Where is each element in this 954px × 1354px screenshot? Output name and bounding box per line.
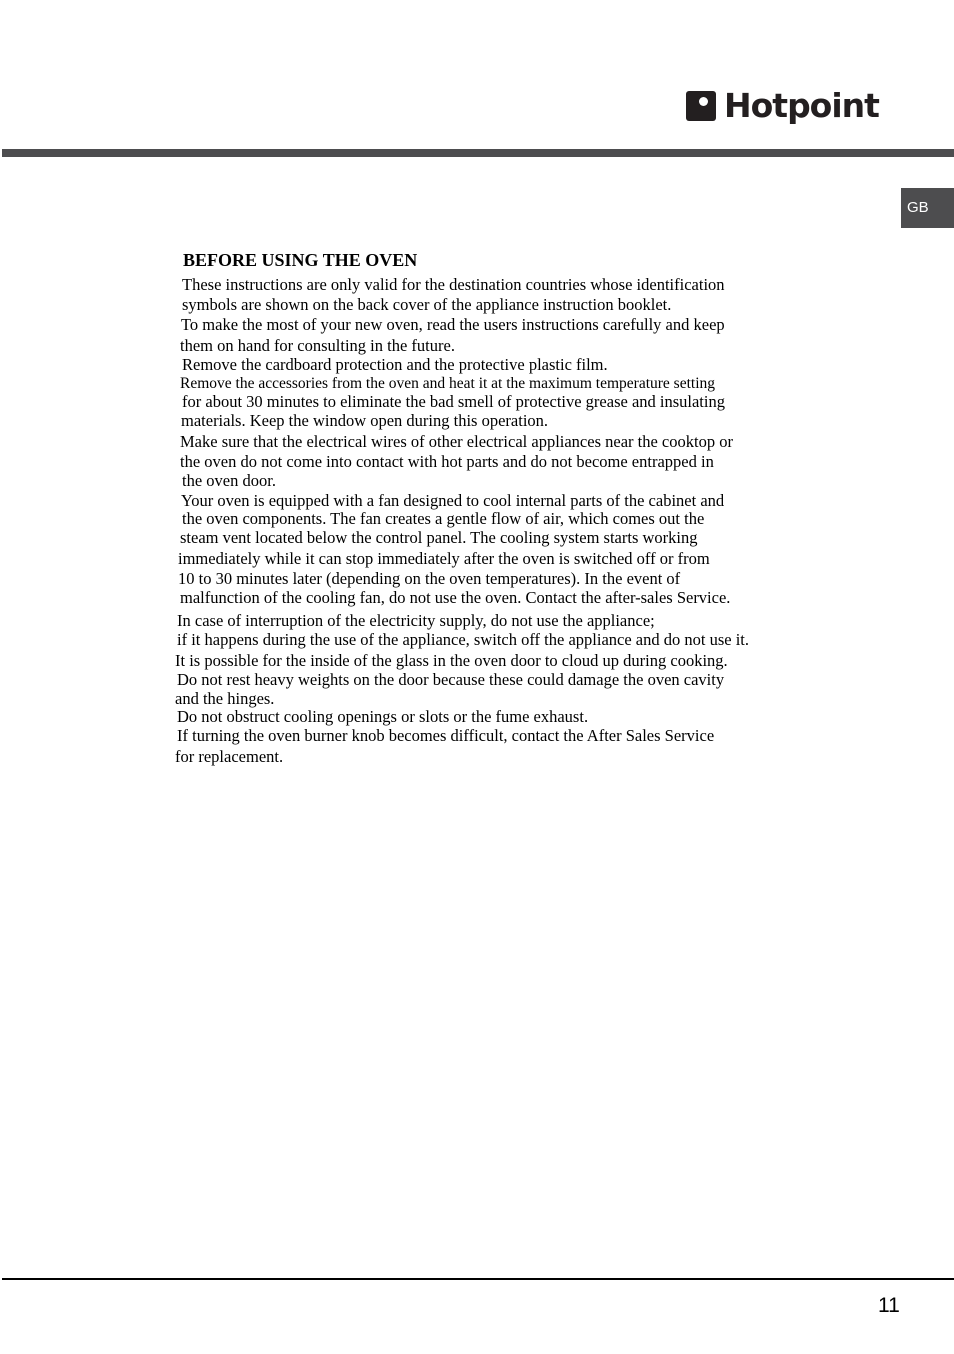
text-line: steam vent located below the control panel. The cooling system starts working [180, 528, 698, 547]
footer-divider [2, 1278, 954, 1280]
brand-name: Hotpoint [724, 86, 879, 125]
text-line: In case of interruption of the electricity supply, do not use the appliance; [177, 611, 655, 630]
header-divider [2, 149, 954, 157]
text-line: immediately while it can stop immediately after the oven is switched off or from [178, 549, 710, 568]
text-line: Remove the accessories from the oven and heat it at the maximum temperature setting [180, 375, 715, 392]
text-line: the oven door. [182, 471, 276, 490]
text-line: 10 to 30 minutes later (depending on the oven temperatures). In the event of [178, 569, 681, 588]
page-number: 11 [878, 1294, 900, 1317]
hotpoint-logo-icon [686, 91, 716, 121]
text-line: for replacement. [175, 747, 284, 766]
text-line: Do not rest heavy weights on the door because these could damage the oven cavity [177, 670, 725, 689]
text-line: To make the most of your new oven, read the users instructions carefully and keep [181, 315, 725, 334]
text-line: Remove the cardboard protection and the protective plastic film. [182, 355, 608, 374]
text-line: symbols are shown on the back cover of the appliance instruction booklet. [182, 295, 672, 314]
text-line: If turning the oven burner knob becomes difficult, contact the After Sales Service [177, 726, 715, 745]
text-line: the oven components. The fan creates a gentle flow of air, which comes out the [182, 509, 705, 528]
text-line: the oven do not come into contact with hot parts and do not become entrapped in [180, 452, 714, 471]
text-line: Do not obstruct cooling openings or slots or the fume exhaust. [177, 707, 589, 726]
text-line: materials. Keep the window open during this operation. [181, 411, 549, 430]
text-line: malfunction of the cooling fan, do not use the oven. Contact the after-sales Service. [180, 588, 731, 607]
text-line: These instructions are only valid for the destination countries whose identification [182, 275, 725, 294]
text-line: Your oven is equipped with a fan designed to cool internal parts of the cabinet and [181, 491, 725, 510]
text-line: It is possible for the inside of the glass in the oven door to cloud up during cooking. [175, 651, 728, 670]
text-line: Make sure that the electrical wires of other electrical appliances near the cooktop or [180, 432, 733, 451]
language-tab: GB [901, 188, 954, 228]
text-line: them on hand for consulting in the future. [180, 336, 455, 355]
brand-logo [686, 86, 879, 126]
text-line: if it happens during the use of the appliance, switch off the appliance and do not use it. [177, 630, 749, 649]
text-line: for about 30 minutes to eliminate the bad smell of protective grease and insulating [182, 392, 725, 411]
section-heading: BEFORE USING THE OVEN [183, 250, 418, 270]
text-line: and the hinges. [175, 689, 275, 708]
